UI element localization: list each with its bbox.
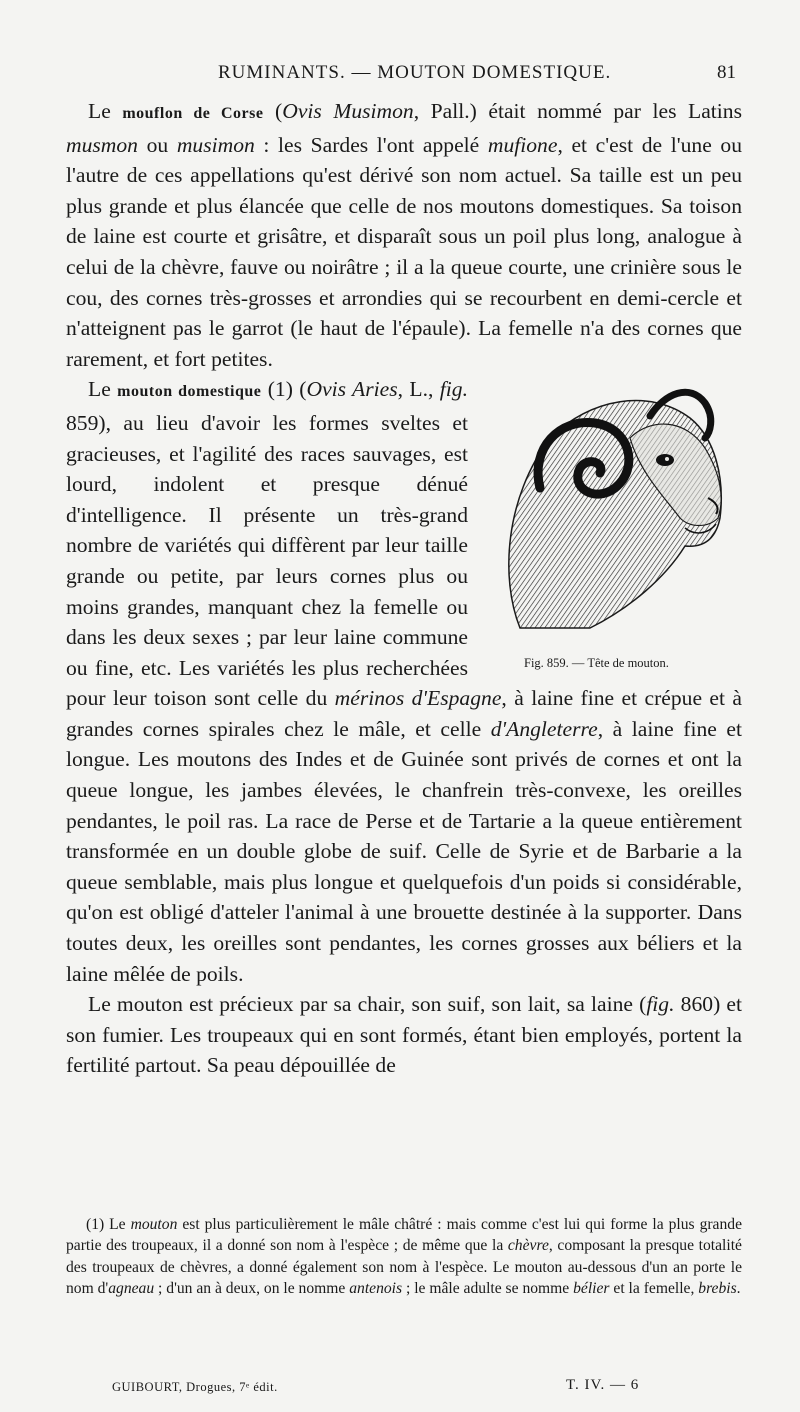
term-mouflon-de-corse: mouflon de Corse	[122, 105, 264, 122]
figure-859	[480, 378, 742, 676]
term-mouton-domestique: mouton domestique	[117, 383, 262, 401]
figure-reference: fig.	[439, 377, 468, 402]
sheep-head-illustration	[480, 378, 742, 640]
page-header	[68, 62, 736, 92]
printer-signature: GUIBOURT, Drogues, 7ᵉ édit.	[112, 1380, 278, 1394]
paragraph-mouton-domestique: Le mouton domestique (1) (Ovis Aries, L., fig. Fig. 859. — Tête de mouton. 859), au lieu d'avoir les formes sveltes et gracieuses, et l'agilité des races sauvages, est lourd, indolent et presque dénué d'intelligence. Il présente un très-grand nombre de variétés qui diffèrent par leur taille grande ou petite, par leurs cornes plus ou moins grandes, manquant chez la femelle ou dans les deux sexes ; par leur laine commune ou fine, etc. Les variétés les plus recherchées pour leur toison sont celle du mérinos d'Espagne, à laine fine et crépue et à grandes cornes spirales chez le mâle, et celle d'Angleterre, à laine fine et longue. Les moutons des Indes et de Guinée sont privés de cornes et ont la queue longue, les jambes élevées, le chanfrein très-convexe, les oreilles pendantes, le poil ras. La race de Perse et de Tartarie a la queue entièrement transformée en un double globe de suif. Celle de Syrie et de Barbarie a la queue semblable, mais plus longue et quelquefois d'un poids si considérable, qu'on est obligé d'atteler l'animal à une brouette destinée à la supporter. Dans toutes deux, les oreilles sont pendantes, les cornes grosses aux béliers et la laine mêlée de poils.	[66, 377, 742, 986]
page-number: 81	[717, 62, 736, 83]
breed-merinos: mérinos d'Espagne	[334, 686, 502, 711]
p2-main: 859), au lieu d'avoir les formes sveltes et gracieuses, et l'agilité des races sauvages, est lourd, indolent et presque dénué d'intelligence. Il présente un très-grand nombre de variétés qui diffèrent par leur taille grande ou petite, par leurs cornes plus ou moins grandes, manquant chez la femelle ou dans les deux sexes ; par leur laine commune ou fine, etc. Les variétés les plus recherchées pour leur toison sont celle du	[66, 410, 468, 711]
running-title: RUMINANTS. — MOUTON DOMESTIQUE.	[218, 62, 612, 83]
species-name: Ovis Musimon	[282, 99, 414, 123]
footnotes	[66, 1214, 742, 1300]
body-text	[66, 96, 742, 1081]
sheet-mark: T. IV. — 6	[566, 1377, 640, 1393]
footnote-1: (1) Le mouton est plus particulièrement le mâle châtré : mais comme c'est lui qui forme la plus grande partie des troupeaux, il a donné son nom à l'espèce ; de même que la chèvre, composant la presque totalité des troupeaux de chèvres, a donné également son nom à l'espèce. Le mouton au-dessous d'un an porte le nom d'agneau ; d'un an à deux, on le nomme antenois ; le mâle adulte se nomme bélier et la femelle, brebis.	[66, 1216, 742, 1298]
figure-caption: Fig. 859. — Tête de mouton.	[524, 656, 669, 671]
paragraph-mouflon: Le mouflon de Corse (Ovis Musimon, Pall.) était nommé par les Latins musmon ou musimon : les Sardes l'ont appelé mufione, et c'est de l'une ou l'autre de ces appellations qu'est dérivé son nom actuel. Sa taille est un peu plus grande et plus élancée que celle de nos moutons domestiques. Sa toison de laine est courte et grisâtre, et disparaît sous un poil plus long, analogue à celui de la chèvre, fauve ou noirâtre ; il a la queue courte, une crinière sous le cou, des cornes très-grosses et arrondies qui se recourbent en demi-cercle et n'atteignent pas le garrot (le haut de l'épaule). La femelle n'a des cornes que rarement, et fort petites.	[66, 99, 743, 371]
species-name: Ovis Aries	[306, 377, 398, 402]
paragraph-usages: Le mouton est précieux par sa chair, son suif, son lait, sa laine (fig. 860) et son fumier. Les troupeaux qui en sont formés, étant bien employés, portent la fertilité partout. Sa peau dépouillée de	[66, 992, 742, 1078]
figure-reference: fig.	[646, 992, 675, 1017]
breed-angleterre: d'Angleterre	[490, 716, 598, 741]
